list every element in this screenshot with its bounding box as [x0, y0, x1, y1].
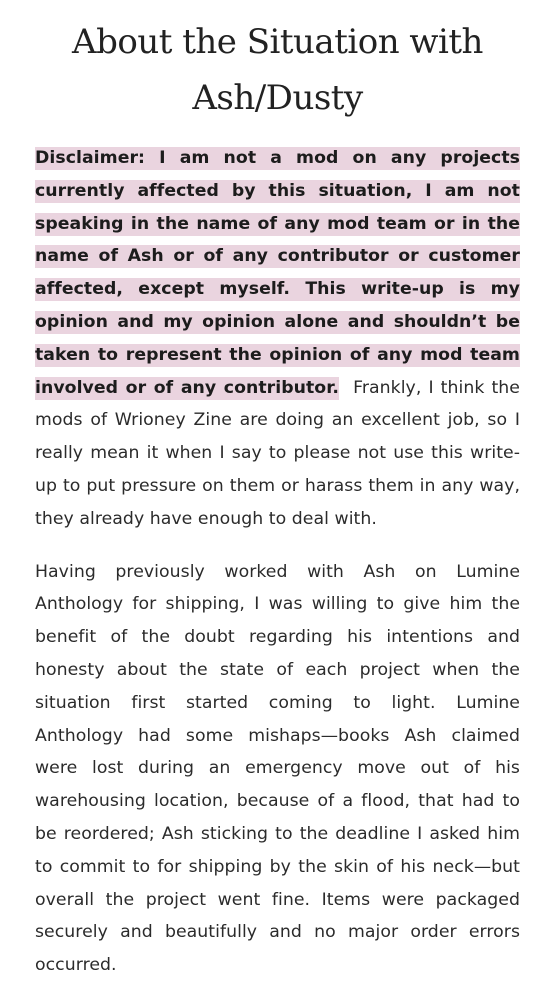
paragraph-text: Frankly, I think the mods of Wrioney Zine are doing an excellent job, so I really mean it when I say to please not use this write-up to put pressure on them or harass them in any way, they already have enough to deal with.: [35, 377, 520, 529]
disclaimer-highlight: Disclaimer: I am not a mod on any projects currently affected by this situation, I am not speaking in the name of any mod team or in the name of Ash or of any contributor or customer affected, except myself. This write-up is my opinion and my opinion alone and shouldn’t be taken to represent the opinion of any mod team involved or of any contributor.: [35, 148, 520, 398]
disclaimer-paragraph: [35, 142, 520, 536]
article-title: About the Situation with Ash/Dusty: [72, 22, 483, 118]
body-paragraph: Having previously worked with Ash on Lumine Anthology for shipping, I was willing to give him the benefit of the doubt regarding his intentions and honesty about the state of each project when the situation first started coming to light. Lumine Anthology had some mishaps—books Ash claimed were lost during an emergency move out of his warehousing location, because of a flood, that had to be reordered; Ash sticking to the deadline I asked him to commit to for shipping by the skin of his neck—but overall the project went fine. Items were packaged securely and beautifully and no major order errors occurred.: [35, 561, 520, 976]
